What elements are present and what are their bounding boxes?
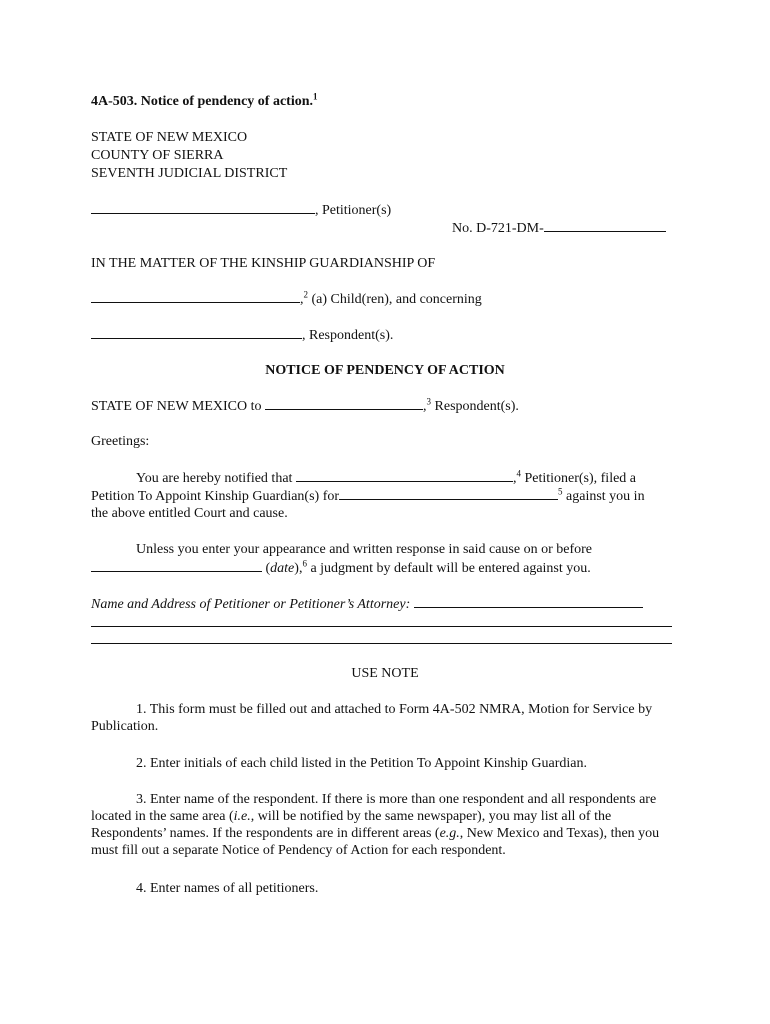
use-note-3-text-b: , will be notified by the same newspaper), you may list all of the Respondents’ names. If the respondents are in different areas (	[91, 809, 612, 841]
footnote-ref-5: 5	[558, 486, 563, 497]
child-line	[91, 290, 482, 308]
notice-p1-line1	[136, 469, 636, 487]
use-note-title: USE NOTE	[351, 666, 419, 681]
notice-p1-text-b: Petitioner(s), filed a	[520, 471, 637, 486]
court-state: STATE OF NEW MEXICO	[91, 130, 248, 145]
notice-p2-line2: (date),$^6$ a judgment by default will be entered against you.	[91, 559, 591, 577]
notice-to-line	[91, 397, 519, 415]
use-note-4: 4. Enter names of all petitioners.	[136, 881, 319, 896]
children-initials-blank[interactable]	[339, 487, 558, 500]
notice-to-suffix: Respondent(s).	[431, 399, 519, 414]
use-note-3-text-c: , New Mexico and Texas), then you must fill out a separate Notice of Pendency of Action for each respondent.	[91, 826, 660, 858]
use-note-2: 2. Enter initials of each child listed in the Petition To Appoint Kinship Guardian.	[136, 756, 587, 771]
case-number-line	[452, 219, 666, 237]
footnote-ref-2: 2	[303, 289, 308, 300]
court-district: SEVENTH JUDICIAL DISTRICT	[91, 166, 288, 181]
attorney-blank[interactable]	[414, 595, 643, 608]
use-note-3-eg: e.g.	[439, 826, 460, 841]
notice-to-prefix: STATE OF NEW MEXICO to	[91, 399, 266, 414]
greetings: Greetings:	[91, 434, 150, 449]
petitioners-names-blank[interactable]	[296, 469, 513, 482]
notice-to-blank[interactable]	[265, 397, 423, 410]
notice-p1-sep: ,	[512, 471, 517, 486]
matter-line: IN THE MATTER OF THE KINSHIP GUARDIANSHIP OF	[91, 256, 436, 271]
form-title: 4A-503. Notice of pendency of action.	[91, 94, 314, 109]
petitioner-blank[interactable]	[91, 201, 315, 214]
respondent-blank[interactable]	[91, 326, 302, 339]
court-county: COUNTY OF SIERRA	[91, 148, 224, 163]
date-label: date	[270, 561, 295, 576]
attorney-line	[91, 595, 643, 613]
notice-p1-line3: the above entitled Court and cause.	[91, 506, 288, 521]
use-note-3	[91, 791, 675, 859]
notice-p1-text-a: You are hereby notified that	[136, 471, 296, 486]
footnote-ref-4: 4	[516, 468, 521, 479]
case-number-blank[interactable]	[544, 219, 666, 232]
petitioner-line	[91, 201, 391, 219]
form-heading	[91, 93, 318, 110]
notice-to-sep: ,	[423, 399, 427, 414]
notice-title: NOTICE OF PENDENCY OF ACTION	[265, 363, 505, 378]
child-sep: ,	[300, 292, 304, 307]
respondent-line	[91, 326, 393, 344]
footnote-ref-3: 3	[426, 396, 432, 407]
notice-p1-line2	[91, 487, 645, 505]
case-number-label: No. D-721-DM-	[452, 221, 544, 236]
notice-p2-text-b: a judgment by default will be entered against you.	[306, 561, 591, 576]
response-date-blank[interactable]	[91, 559, 262, 572]
use-note-3-text-a: 3. Enter name of the respondent. If there is more than one respondent and all respondents are located in the same area (	[91, 792, 657, 824]
notice-p2-line1: Unless you enter your appearance and written response in said cause on or before	[136, 542, 592, 557]
use-note-3-ie: i.e.	[233, 809, 251, 824]
child-label: (a) Child(ren), and concerning	[308, 292, 482, 307]
notice-p1-text-d: against you in	[562, 489, 645, 504]
footnote-ref-6: 6	[302, 558, 307, 569]
footnote-ref-1: 1	[313, 91, 318, 102]
notice-p1-text-c: Petition To Appoint Kinship Guardian(s) for	[91, 489, 340, 504]
attorney-line-3[interactable]	[91, 643, 672, 644]
attorney-label: Name and Address of Petitioner or Petitioner’s Attorney:	[91, 597, 414, 612]
attorney-line-2[interactable]	[91, 626, 672, 627]
use-note-1: 1. This form must be filled out and attached to Form 4A-502 NMRA, Motion for Service by Publication.	[91, 702, 653, 734]
respondent-label: , Respondent(s).	[302, 328, 394, 343]
child-blank[interactable]	[91, 290, 300, 303]
petitioner-label: , Petitioner(s)	[315, 203, 392, 218]
